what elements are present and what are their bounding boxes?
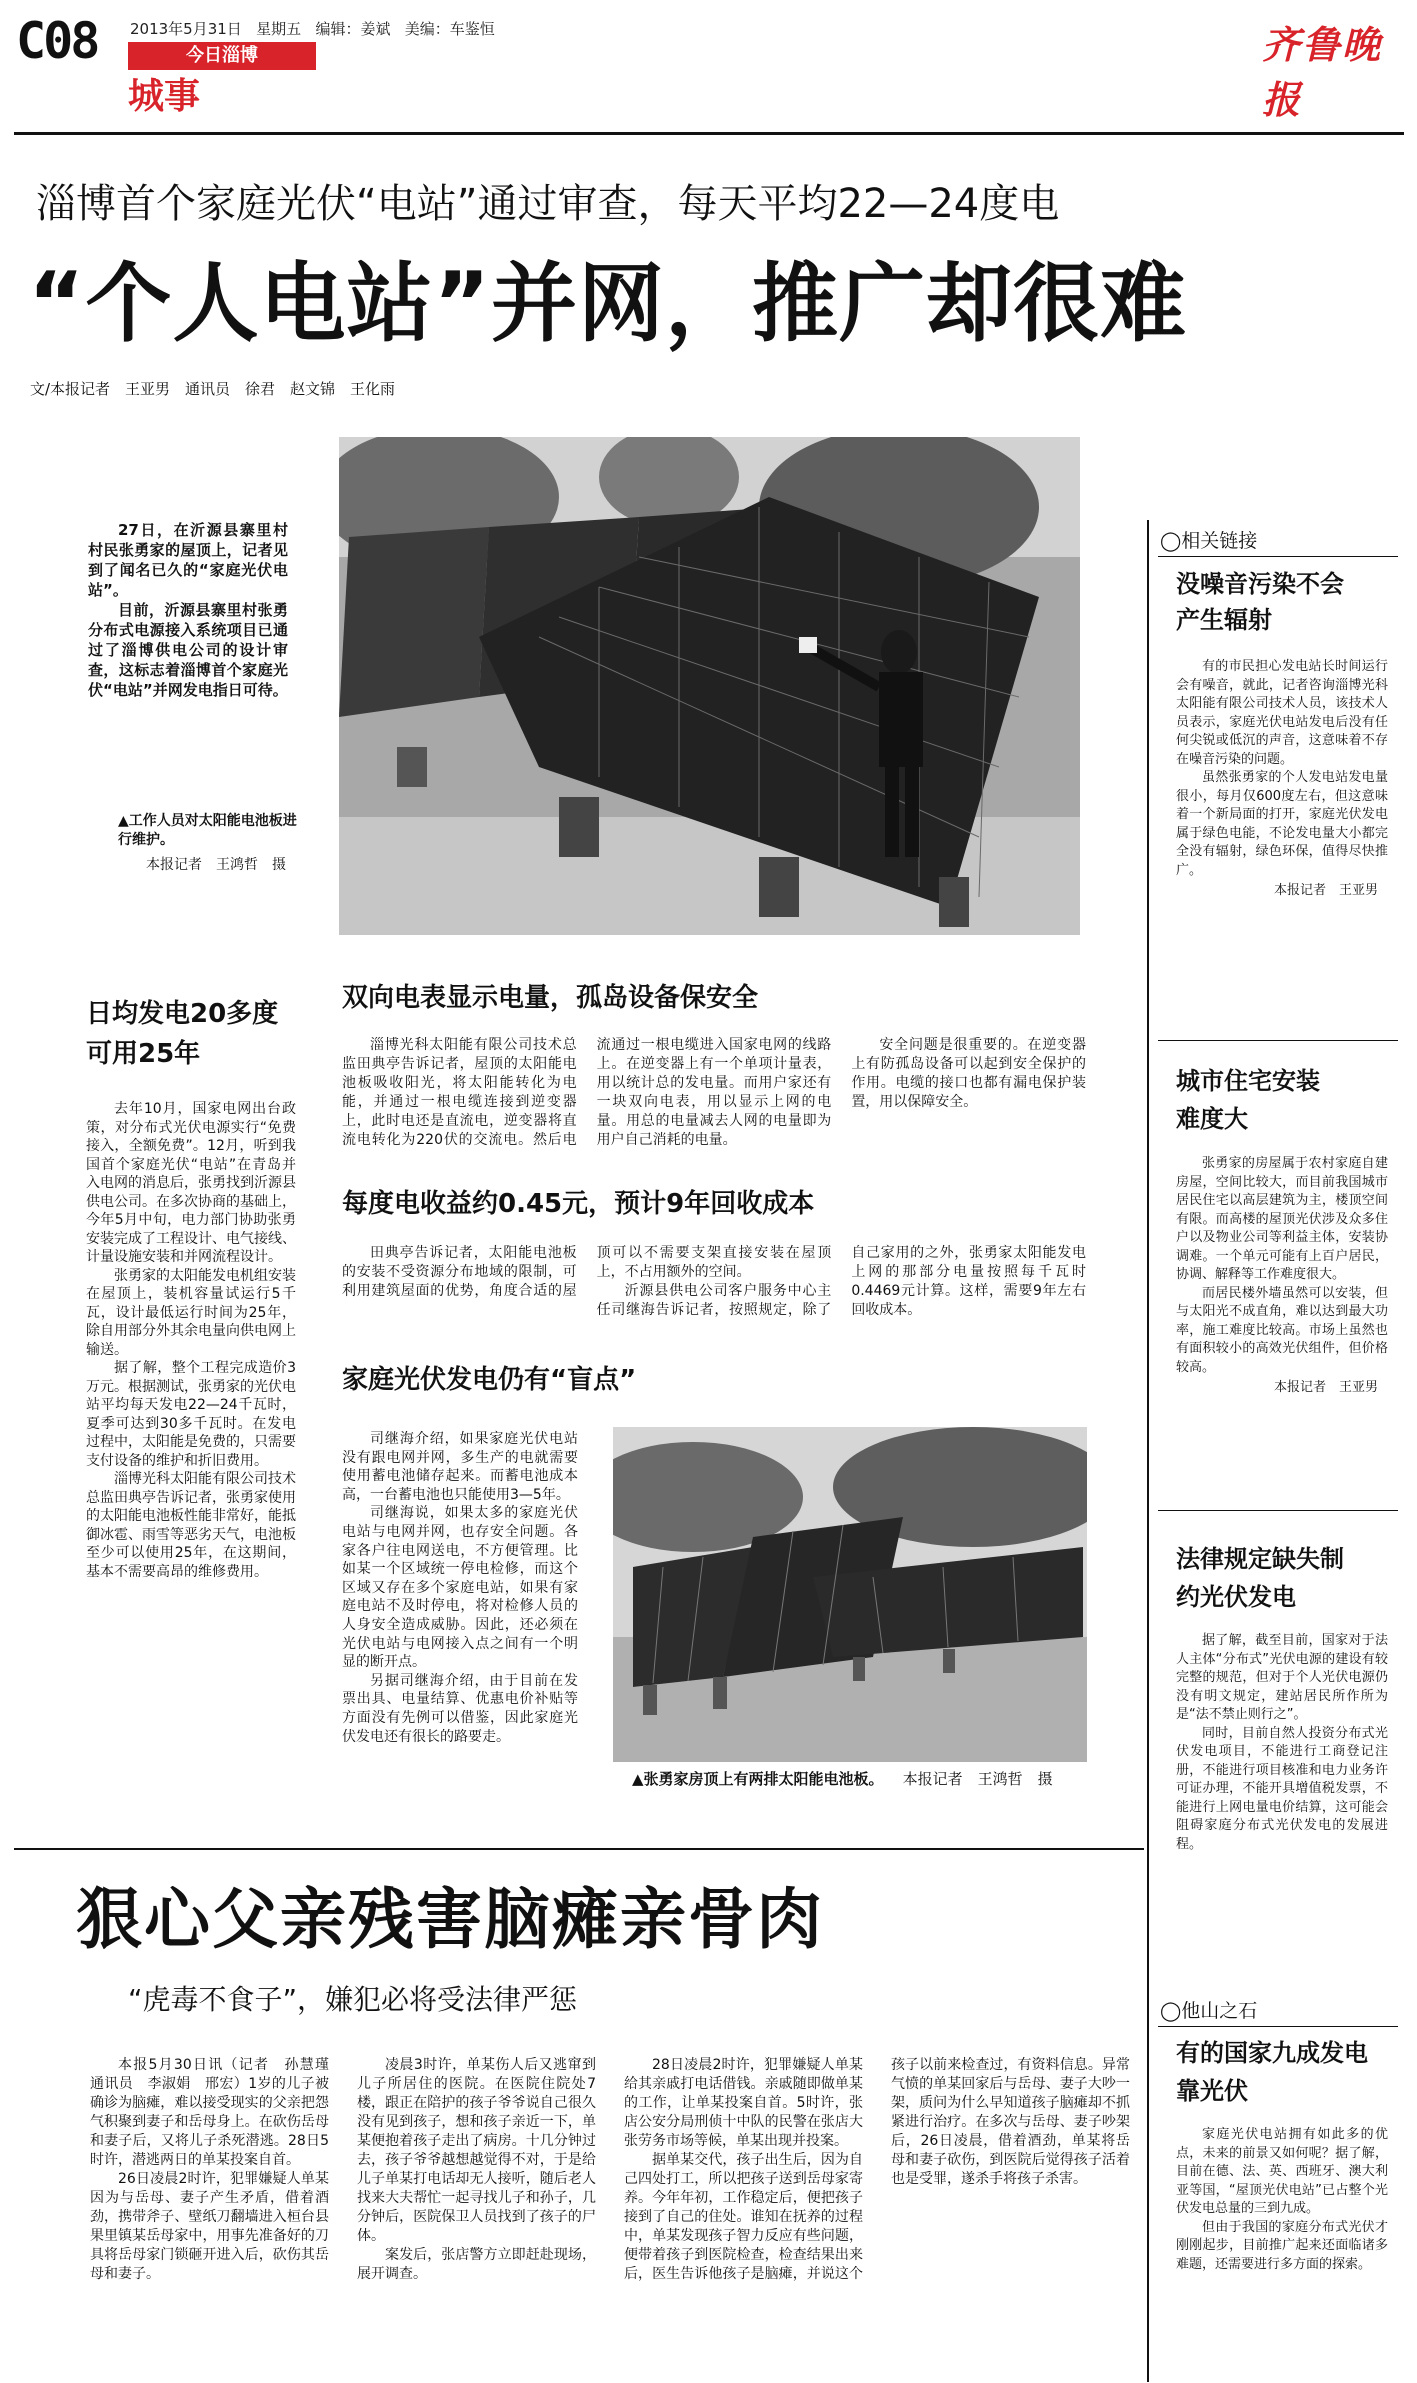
mid-sec3-title: 家庭光伏发电仍有“盲点”: [342, 1365, 637, 1395]
header-rule: [14, 132, 1404, 135]
story2-para: 案发后，张店警方立即赶赴现场，展开调查。: [357, 2247, 596, 2282]
sidebar-tag-other-stones: ◯他山之石: [1160, 2000, 1258, 2022]
mid-sec2-para: 沂源县供电公司客户服务中心主任司继海告诉记者，按照规定，除了自己家用的之外，张勇家太阳能发电上网的那部分电量按照每千瓦时0.4469元计算。这样，需要9年左右回收成本。: [596, 1245, 1086, 1318]
mid-sec3-para: 司继海介绍，如果家庭光伏电站没有跟电网并网，多生产的电就需要使用蓄电池储存起来。而蓄电池成本高，一台蓄电池也只能使用3—5年。: [342, 1431, 578, 1503]
sidebar-divider: [1147, 520, 1149, 2382]
sidebar-box2-title: 城市住宅安装难度大: [1176, 1067, 1320, 1133]
photo2-caption-line: [632, 1770, 1053, 1789]
mid-sec3-para: 司继海说，如果太多的家庭光伏电站与电网并网，也存安全问题。各家各户往电网送电，不方便管理。比如某一个区域统一停电检修，而这个区域又存在多个家庭电站，如果有家庭电站不及时停电，将对检修人员的人身安全造成威胁。因此，还必须在光伏电站与电网接入点之间有一个明显的断开点。: [342, 1505, 578, 1671]
sidebar-box3-para: 同时，目前自然人投资分布式光伏发电项目，不能进行工商登记注册，不能进行项目核准和电力业务许可证办理，不能开具增值税发票，不能进行上网电量电价结算，这可能会阻碍家庭分布式光伏发电的发展进程。: [1176, 1725, 1388, 1852]
sidebar-box3-title: 法律规定缺失制约光伏发电: [1176, 1545, 1344, 1611]
left-col-para: 去年10月，国家电网出台政策，对分布式光伏电源实行“免费接入，全额免费”。12月，听到我国首个家庭光伏“电站”在青岛并入电网的消息后，张勇找到沂源县供电公司。在多次协商的基础上，今年5月中旬，电力部门协助张勇安装完成了工程设计、电气接线、计量设施安装和并网流程设计。: [86, 1101, 296, 1265]
lead-intro-para: 目前，沂源县寨里村张勇分布式电源接入系统项目已通过了淄博供电公司的设计审查，这标志着淄博首个家庭光伏“电站”并网发电指日可待。: [88, 601, 288, 699]
section-bar: 今日淄博: [128, 42, 316, 70]
solar-rooftop-photo: [613, 1427, 1087, 1762]
lead-kicker: 淄博首个家庭光伏“电站”通过审查，每天平均22—24度电: [36, 181, 1060, 227]
sidebar-box2-body: [1176, 1155, 1388, 1398]
sidebar-box1-credit: 本报记者 王亚男: [1273, 883, 1378, 898]
story2-para: 本报5月30日讯（记者 孙慧瑾 通讯员 李淑娟 邢宏）1岁的儿子被确诊为脑瘫，难以接受现实的父亲把怨气积聚到妻子和岳母身上。在砍伤岳母和妻子后，又将儿子杀死潜逃。28日5时许，潜逃两日的单某投案自首。: [90, 2057, 343, 2168]
sidebar-box4-body: [1176, 2126, 1388, 2274]
sidebar-box4-title: 有的国家九成发电靠光伏: [1176, 2039, 1368, 2105]
solar-maintenance-photo: [339, 437, 1080, 935]
photo1-caption-block: [118, 812, 298, 875]
sidebar-box2-credit: 本报记者 王亚男: [1273, 1380, 1378, 1395]
sidebar-box2-para: 张勇家的房屋属于农村家庭自建房屋，空间比较大，而目前我国城市居民住宅以高层建筑为主，楼顶空间有限。而高楼的屋顶光伏涉及众多住户以及物业公司等利益主体，安装协调难。一个单元可能有上百户居民，协调、解释等工作难度很大。: [1176, 1156, 1388, 1282]
sidebar-rule: [1158, 1510, 1398, 1511]
story2-body: [90, 2056, 1130, 2374]
lead-headline: “个人电站”并网，推广却很难: [28, 254, 1188, 354]
left-col-para: 张勇家的太阳能发电机组安装在屋顶上，装机容量试运行5千瓦，设计最低运行时间为25年，除自用部分外其余电量向供电网上输送。: [86, 1267, 296, 1358]
story2-para: 据单某交代，孩子出生后，因为自己四处打工，所以把孩子送到岳母家寄养。今年年初，工作稳定后，便把孩子接到了自己的住处。谁知在抚养的过程中，单某发现孩子智力反应有些问题，便带着孩子到医院检查，检查结果出来后，医生告诉他孩子是脑瘫，并说这个孩子以前来检查过，有资料信息。异常气愤的单某回家后与岳母、妻子大吵一架，质问为什么早知道孩子脑瘫却不抓紧进行治疗。在多次与岳母、妻子吵架后，26日凌晨，借着酒劲，单某将岳母和妻子砍伤，到医院后觉得孩子活着也是受罪，遂杀手将孩子杀害。: [624, 2057, 1130, 2282]
story2-para: 凌晨3时许，单某伤人后又逃窜到儿子所居住的医院。在医院住院处7楼，跟正在陪护的孩子爷爷说自己很久没有见到孩子，想和孩子亲近一下，单某便抱着孩子走出了病房。十几分钟过去，孩子爷爷越想越觉得不对，于是给儿子单某打电话却无人接听，随后老人找来大夫帮忙一起寻找儿子和孙子，几分钟后，医院保卫人员找到了孩子的尸体。: [357, 2057, 596, 2244]
mid-sec1-para: 安全问题是很重要的。在逆变器上有防孤岛设备可以起到安全保护的作用。电缆的接口也都有漏电保护装置，用以保障安全。: [851, 1037, 1086, 1110]
header-date-line: [130, 18, 495, 39]
sidebar-box2-para: 而居民楼外墙虽然可以安装，但与太阳光不成直角，难以达到最大功率，施工难度比较高。市场上虽然也有面积较小的高效光伏组件，但价格较高。: [1176, 1285, 1388, 1375]
header-designer: 美编：车鉴恒: [404, 20, 495, 38]
sidebar-rule: [1158, 2026, 1398, 2027]
mid-sec1-body: [342, 1036, 1086, 1166]
paper-logo: 齐鲁晚报: [1262, 22, 1383, 122]
header-date: 2013年5月31日: [130, 20, 242, 38]
header-editor: 编辑：姜斌: [315, 20, 391, 38]
lead-intro-para: 27日，在沂源县寨里村村民张勇家的屋顶上，记者见到了闻名已久的“家庭光伏电站”。: [88, 521, 288, 599]
mid-sec3-para: 另据司继海介绍，由于目前在发票出具、电量结算、优惠电价补贴等方面没有先例可以借鉴，因此家庭光伏发电还有很长的路要走。: [342, 1672, 578, 1745]
lead-intro: [88, 520, 288, 700]
sidebar-box3-para: 据了解，截至目前，国家对于法人主体“分布式”光伏电源的建设有较完整的规范，但对于个人光伏电源仍没有明文规定，建站居民所作所为是“法不禁止则行之”。: [1176, 1633, 1388, 1722]
sidebar-box1-para: 虽然张勇家的个人发电站发电量很小，每月仅600度左右，但这意味着一个新局面的打开，家庭光伏发电属于绿色电能，不论发电量大小都完全没有辐射，绿色环保，值得尽快推广。: [1176, 770, 1388, 878]
sidebar-rule: [1158, 1040, 1398, 1041]
story2-headline: 狠心父亲残害脑瘫亲骨肉: [76, 1881, 824, 1958]
left-col-para: 据了解，整个工程完成造价3万元。根据测试，张勇家的光伏电站平均每天发电22—24千瓦时，夏季可达到30多千瓦时。在发电过程中，太阳能是免费的，只需要支付设备的维护和折旧费用。: [86, 1360, 296, 1469]
mid-sec2-title: 每度电收益约0.45元，预计9年回收成本: [342, 1189, 815, 1219]
story2-para: 28日凌晨2时许，犯罪嫌疑人单某给其亲戚打电话借钱。亲戚随即做单某的工作，让单某投案自首。5时许，张店公安分局刑侦十中队的民警在张店大张劳务市场等候，单某出现并投案。: [624, 2057, 863, 2149]
mid-sec1-title: 双向电表显示电量，孤岛设备保安全: [342, 983, 759, 1013]
photo2-credit: 本报记者 王鸿哲 摄: [902, 1770, 1053, 1788]
sidebar-tag-related: ◯相关链接: [1160, 530, 1258, 552]
sidebar-box3-body: [1176, 1632, 1388, 1854]
sidebar-rule: [1158, 556, 1398, 557]
left-col-title: 日均发电20多度可用25年: [86, 999, 279, 1069]
sidebar-box1-body: [1176, 658, 1388, 901]
page-number: C08: [16, 12, 98, 70]
mid-sec2-body: [342, 1244, 1086, 1330]
story-divider: [14, 1848, 1144, 1850]
sidebar-box1-title: 没噪音污染不会产生辐射: [1176, 570, 1344, 634]
sidebar-box4-para: 家庭光伏电站拥有如此多的优点，未来的前景又如何呢？据了解，目前在德、法、英、西班牙、澳大利亚等国，“屋顶光伏电站”已占整个光伏发电总量的三到九成。: [1176, 2127, 1388, 2216]
solar-rooftop-illustration: [613, 1427, 1087, 1762]
solar-maintenance-illustration: [339, 437, 1080, 935]
photo1-caption: ▲工作人员对太阳能电池板进行维护。: [118, 813, 297, 848]
left-col-body: [86, 1100, 296, 1581]
story2-para: 26日凌晨2时许，犯罪嫌疑人单某因为与岳母、妻子产生矛盾，借着酒劲，携带斧子、壁纸刀翻墙进入桓台县果里镇某岳母家中，用事先准备好的刀具将岳母家门锁砸开进入后，砍伤其岳母和妻子。: [90, 2171, 329, 2282]
left-col-para: 淄博光科太阳能有限公司技术总监田典亭告诉记者，张勇家使用的太阳能电池板性能非常好，能抵御冰雹、雨雪等恶劣天气，电池板至少可以使用25年，在这期间，基本不需要高昂的维修费用。: [86, 1471, 296, 1580]
mid-sec2-para: 田典亭告诉记者，太阳能电池板的安装不受资源分布地域的限制，可利用建筑屋面的优势，角度合适的屋顶可以不需要支架直接安装在屋顶上，不占用额外的空间。: [342, 1245, 832, 1299]
sidebar-box1-para: 有的市民担心发电站长时间运行会有噪音，就此，记者咨询淄博光科太阳能有限公司技术人员，该技术人员表示，家庭光伏电站发电后没有任何尖锐或低沉的声音，这意味着不存在噪音污染的问题。: [1176, 659, 1388, 767]
mid-sec1-para: 淄博光科太阳能有限公司技术总监田典亭告诉记者，屋顶的太阳能电池板吸收阳光，将太阳能转化为电能，并通过一根电缆连接到逆变器上，此时电还是直流电，逆变器将直流电转化为220伏的交流电。然后电流通过一根电缆进入国家电网的线路上。在逆变器上有一个单项计量表，用以统计总的发电量。而用户家还有一块双向电表，用以显示上网的电量。用总的电量减去人网的电量即为用户自己消耗的电量。: [342, 1037, 832, 1148]
photo2-caption: ▲张勇家房顶上有两排太阳能电池板。: [632, 1770, 884, 1788]
header-weekday: 星期五: [256, 20, 302, 38]
photo1-credit: 本报记者 王鸿哲 摄: [146, 857, 286, 873]
section-name: 城事: [128, 76, 201, 117]
story2-subhead: “虎毒不食子”，嫌犯必将受法律严惩: [128, 1983, 578, 2016]
lead-byline: 文/本报记者 王亚男 通讯员 徐君 赵文锦 王化雨: [30, 380, 396, 398]
sidebar-box4-para: 但由于我国的家庭分布式光伏才刚刚起步，目前推广起来还面临诸多难题，还需要进行多方面的探索。: [1176, 2219, 1388, 2272]
mid-sec3-body: [342, 1430, 578, 1746]
